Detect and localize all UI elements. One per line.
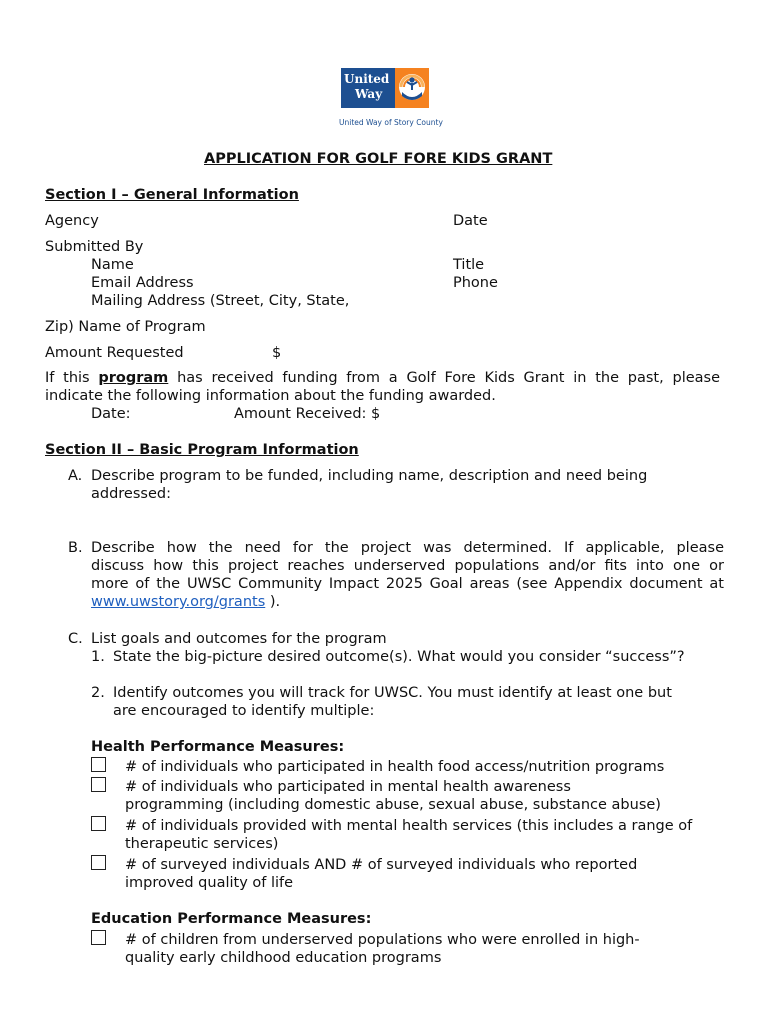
hand-person-rainbow-icon (395, 68, 429, 108)
united-way-logo (339, 68, 443, 127)
health-item-4-line1: # of surveyed individuals AND # of surveyed individuals who reported (125, 857, 638, 873)
health-item-3-line1: # of individuals provided with mental health services (this includes a range of (125, 818, 693, 834)
logo-word-way: Way (355, 87, 383, 101)
health-item-4-line2: improved quality of life (125, 875, 294, 891)
prior-amount-label: Amount Received: $ (234, 406, 381, 422)
logo-word-united: United (344, 72, 390, 86)
health-heading: Health Performance Measures: (91, 739, 345, 755)
item-c-line1: List goals and outcomes for the program (91, 631, 387, 647)
prior-funding-pre: If this (45, 370, 90, 386)
item-b-line2: discuss how this project reaches underserved populations and/or fits into one or (91, 558, 724, 574)
health-item-2-line2: programming (including domestic abuse, sexual abuse, substance abuse) (125, 797, 661, 813)
item-a-marker: A. (68, 468, 83, 484)
item-b-line3: more of the UWSC Community Impact 2025 Goal areas (see Appendix document at (91, 576, 724, 592)
title-label: Title (453, 257, 485, 273)
item-c1-text: State the big-picture desired outcome(s). What would you consider “success”? (113, 649, 685, 665)
education-item-1-line2: quality early childhood education programs (125, 950, 442, 966)
item-c2-line2: are encouraged to identify multiple: (113, 703, 375, 719)
prior-funding-line2: indicate the following information about the funding awarded. (45, 388, 496, 404)
health-checkbox-2[interactable] (91, 777, 106, 792)
item-b-line4 (91, 593, 280, 611)
item-a-line2: addressed: (91, 486, 171, 502)
prior-date-label: Date: (91, 406, 131, 422)
education-item-1-line1: # of children from underserved populations who were enrolled in high- (125, 932, 640, 948)
health-checkbox-4[interactable] (91, 855, 106, 870)
agency-label: Agency (45, 213, 99, 229)
item-c2-marker: 2. (91, 685, 105, 701)
prior-funding-line1 (45, 369, 720, 387)
health-item-2-line1: # of individuals who participated in mental health awareness (125, 779, 571, 795)
health-item-1-line1: # of individuals who participated in health food access/nutrition programs (125, 759, 665, 775)
prior-funding-program: program (98, 370, 169, 386)
education-checkbox-1[interactable] (91, 930, 106, 945)
mailing-address-label: Mailing Address (Street, City, State, (91, 293, 350, 309)
health-checkbox-1[interactable] (91, 757, 106, 772)
prior-funding-rest: has received funding from a Golf Fore Kids Grant in the past, please (177, 370, 721, 386)
health-checkbox-3[interactable] (91, 816, 106, 831)
email-label: Email Address (91, 275, 194, 291)
item-b-end: ). (269, 594, 281, 610)
submitted-by-label: Submitted By (45, 239, 144, 255)
item-b-marker: B. (68, 540, 83, 556)
name-label: Name (91, 257, 134, 273)
item-c2-line1: Identify outcomes you will track for UWSC. You must identify at least one but (113, 685, 672, 701)
zip-program-label: Zip) Name of Program (45, 319, 206, 335)
item-c1-marker: 1. (91, 649, 105, 665)
document-title: APPLICATION FOR GOLF FORE KIDS GRANT (204, 151, 553, 167)
amount-requested-dollar: $ (272, 345, 282, 361)
item-b-line1: Describe how the need for the project was determined. If applicable, please (91, 540, 724, 556)
education-heading: Education Performance Measures: (91, 911, 372, 927)
item-a-line1: Describe program to be funded, including name, description and need being (91, 468, 648, 484)
health-item-3-line2: therapeutic services) (125, 836, 279, 852)
section1-heading: Section I – General Information (45, 187, 299, 203)
item-c-marker: C. (68, 631, 83, 647)
amount-requested-label: Amount Requested (45, 345, 184, 361)
uwstory-grants-link[interactable]: www.uwstory.org/grants (91, 594, 266, 610)
section2-heading: Section II – Basic Program Information (45, 442, 359, 458)
phone-label: Phone (453, 275, 498, 291)
logo-wordmark-box (341, 68, 395, 108)
date-label: Date (453, 213, 488, 229)
logo-tagline: United Way of Story County (339, 118, 443, 127)
